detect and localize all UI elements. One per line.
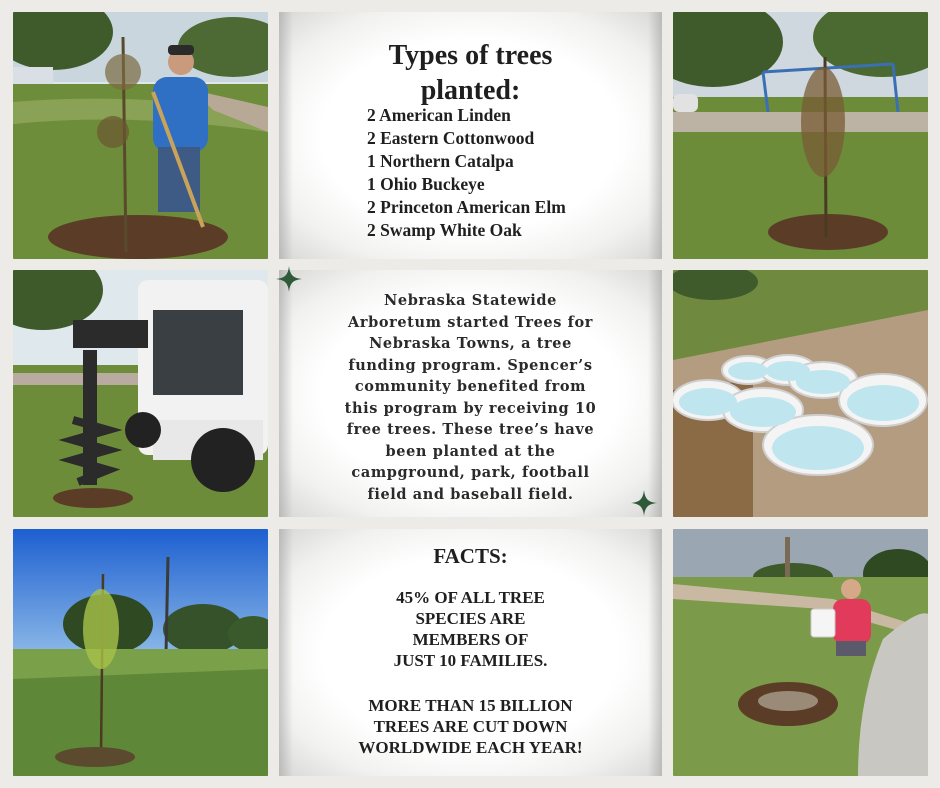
- fact-tree-families: 45% OF ALL TREE SPECIES ARE MEMBERS OF JUST 10 FAMILIES.: [393, 588, 548, 670]
- list-item: 1 Ohio Buckeye: [367, 174, 485, 194]
- list-item: 1 Northern Catalpa: [367, 151, 514, 171]
- tree-types-title: Types of trees planted:: [388, 40, 553, 106]
- photo-planted-tree-playground: [673, 12, 928, 259]
- sparkle-icon: [631, 490, 657, 516]
- photo-woman-watering: [673, 529, 928, 776]
- list-item: 2 Eastern Cottonwood: [367, 128, 535, 148]
- photo-man-digging: [13, 12, 268, 259]
- photo-young-tree-park: [13, 529, 268, 776]
- facts-title: FACTS:: [433, 544, 508, 568]
- program-description: Nebraska Statewide Arboretum started Trees for Nebraska Towns, a tree funding program. Spencer’s community benefited from this program by receiving 10 free trees. These tree’s have been planted at the campground, park, football field and baseball field.: [344, 292, 597, 503]
- tree-types-panel: [279, 12, 662, 259]
- tree-types-list: [367, 104, 566, 242]
- list-item: 2 Princeton American Elm: [367, 197, 566, 217]
- sparkle-icon: [276, 266, 302, 292]
- facts-panel: [279, 529, 662, 776]
- fact-trees-cut-down: MORE THAN 15 BILLION TREES ARE CUT DOWN WORLDWIDE EACH YEAR!: [358, 696, 583, 757]
- photo-skid-steer-auger: [13, 270, 268, 517]
- list-item: 2 Swamp White Oak: [367, 220, 522, 240]
- program-info-panel: [279, 270, 662, 517]
- list-item: 2 American Linden: [367, 105, 511, 125]
- photo-water-buckets: [673, 270, 928, 517]
